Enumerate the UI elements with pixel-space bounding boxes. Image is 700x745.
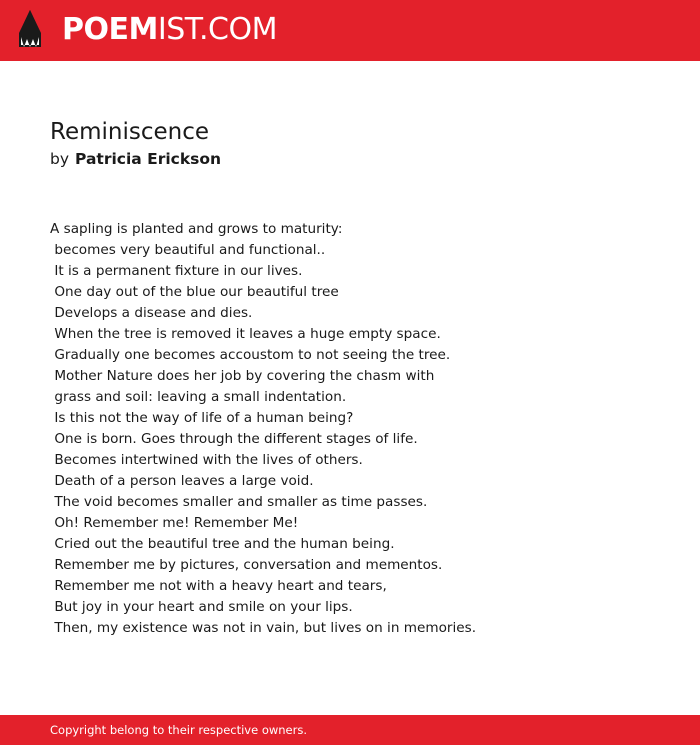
logo-text-strong[interactable]: POEM [62,12,158,47]
poem-line: Develops a disease and dies. [50,305,253,321]
site-footer [0,715,700,745]
poem-line: Cried out the beautiful tree and the human being. [50,536,395,552]
poem-line: Gradually one becomes accoustom to not seeing the tree. [50,347,451,363]
poem-line: Is this not the way of life of a human being? [50,410,354,426]
poem-line: A sapling is planted and grows to maturity: [50,221,343,237]
poem-line: Mother Nature does her job by covering the chasm with [50,368,435,384]
poem-line: It is a permanent fixture in our lives. [50,263,303,279]
poem-line: becomes very beautiful and functional.. [50,242,326,258]
poem-line: But joy in your heart and smile on your lips. [50,599,353,615]
poem-line: Death of a person leaves a large void. [50,473,314,489]
site-logo[interactable] [62,12,277,48]
poem-line: Remember me not with a heavy heart and tears, [50,578,387,594]
poem-line: grass and soil: leaving a small indentation. [50,389,347,405]
poem-line: Becomes intertwined with the lives of others. [50,452,363,468]
poem-line: When the tree is removed it leaves a huge empty space. [50,326,441,342]
poem-title: Reminiscence [50,119,210,145]
poem-line: The void becomes smaller and smaller as time passes. [50,494,428,510]
author-name[interactable]: Patricia Erickson [75,150,222,168]
poem-line: Remember me by pictures, conversation and mementos. [50,557,443,573]
pen-nib-icon[interactable] [17,9,43,51]
poem-line: One is born. Goes through the different stages of life. [50,431,418,447]
poem-line: Then, my existence was not in vain, but lives on in memories. [50,620,477,636]
logo-text-light[interactable]: IST.COM [157,12,277,47]
by-label: by [50,150,70,168]
site-header [0,0,700,61]
copyright-notice: Copyright belong to their respective owners. [50,723,308,737]
poem-body [50,219,670,639]
poem-line: Oh! Remember me! Remember Me! [50,515,299,531]
poem-line: One day out of the blue our beautiful tree [50,284,339,300]
byline [50,149,221,169]
